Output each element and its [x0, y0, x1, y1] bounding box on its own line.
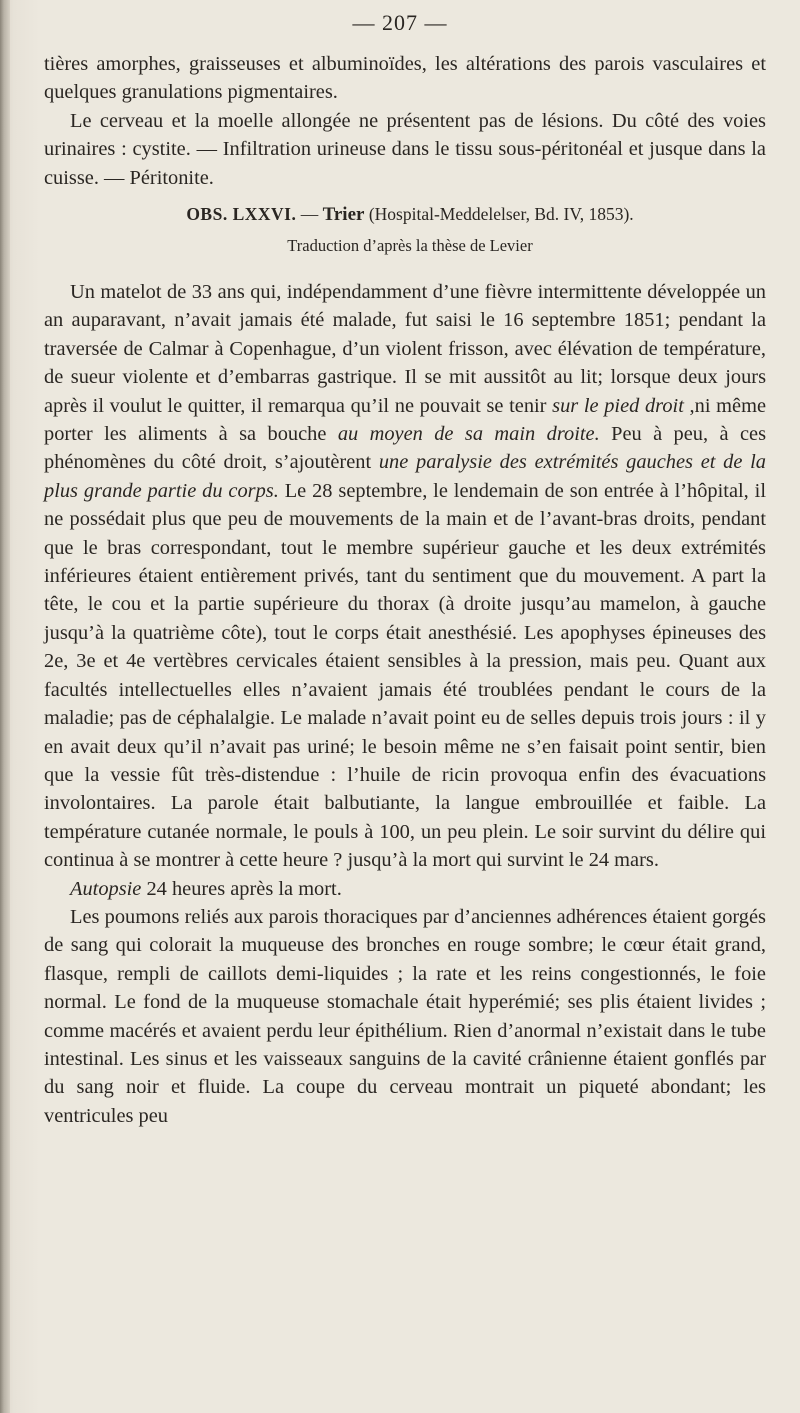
heading-dash: — [296, 204, 323, 224]
case-emphasis-1: sur le pied droit [552, 394, 684, 417]
case-text-3: Peu à peu, à ces phénomènes du côté droit, s’ajoutèrent [44, 423, 766, 474]
case-text-2: ,ni même porter les aliments à sa bouche [44, 394, 766, 446]
observation-label: OBS. LXXVI. [186, 204, 297, 224]
case-emphasis-2: au moyen de sa main droite. [337, 423, 600, 446]
autopsy-heading-line [44, 875, 766, 903]
translation-note: Traduction d’après la thèse de Levier [287, 236, 533, 255]
intro-section [44, 50, 766, 192]
case-body [44, 278, 766, 1130]
case-emphasis-3: une paralysie des extrémités gauches et de la plus grande partie du corps. [44, 451, 767, 502]
autopsy-paragraph: Les poumons reliés aux parois thoraciques par d’anciennes adhérences étaient gorgés de sang qui colorait la muqueuse des bronches en rouge sombre; le cœur était grand, flasque, rempli de caillots demi-liquides ; la rate et les reins congestionnés, le foie normal. Le fond de la muqueuse stomachale était hyperémié; ses plis étaient livides ; comme macérés et avaient perdu leur épithélium. Rien d’anormal n’existait dans le tube intestinal. Les sinus et les vaisseaux sanguins de la cavité crânienne étaient gonflés par du sang noir et fluide. La coupe du cerveau montrait un piqueté abondant; les ventricules peu [44, 905, 766, 1127]
intro-paragraph: tières amorphes, graisseuses et albuminoïdes, les altérations des parois vasculaires et quelques granulations pigmentaires. [44, 53, 766, 104]
observation-heading [60, 204, 760, 226]
page-binding-edge [0, 0, 10, 1413]
observation-author: Trier [322, 204, 365, 225]
case-paragraph [44, 278, 766, 875]
observation-source: (Hospital-Meddelelser, Bd. IV, 1853). [364, 204, 634, 224]
autopsy-label: Autopsie [70, 877, 142, 900]
intro-paragraph-2: Le cerveau et la moelle allongée ne présentent pas de lésions. Du côté des voies urinaires : cystite. — Infiltration urineuse dans le tissu sous-péritonéal et jusque dans la cuisse. — Péritonite. [44, 109, 766, 189]
case-text-1: Un matelot de 33 ans qui, indépendamment d’une fièvre intermittente développée un an auparavant, n’avait jamais été malade, fut saisi le 16 septembre 1851; pendant la traversée de Calmar à Copenhague, d’un violent frisson, avec élévation de température, de sueur violente et d’embarras gastrique. Il se mit aussitôt au lit; lorsque deux jours après il voulut le quitter, il remarqua qu’il ne pouvait se tenir [44, 281, 766, 417]
autopsy-timing: 24 heures après la mort. [141, 877, 342, 900]
case-text-4: Le 28 septembre, le lendemain de son entrée à l’hôpital, il ne possédait plus que peu de mouvements de la main et de l’avant-bras droits, pendant que le bras correspondant, tout le membre supérieur gauche et les deux extrémités inférieures étaient entièrement privés, tant du sentiment que du mouvement. A part la tête, le cou et la partie supérieure du thorax (à droite jusqu’au mamelon, à gauche jusqu’à la quatrième côte), tout le corps était anesthésié. Les apophyses épineuses des 2e, 3e et 4e vertèbres cervicales étaient sensibles à la pression, mais peu. Quant aux facultés intellectuelles elles n’avaient jamais été troublées pendant le cours de la maladie; pas de céphalalgie. Le malade n’avait point eu de selles depuis trois jours : il y en avait deux qu’il n’avait pas uriné; le besoin même ne s’en faisait point sentir, bien que la vessie fût très-distendue : l’huile de ricin provoqua enfin des évacuations involontaires. La parole était balbutiante, la langue embrouillée et faible. La température cutanée normale, le pouls à 100, un peu plein. Le soir survint du délire qui continua à se montrer à cette heure ? jusqu’à la mort qui survint le 24 mars. [44, 479, 766, 872]
page-number: — 207 — [352, 10, 448, 35]
